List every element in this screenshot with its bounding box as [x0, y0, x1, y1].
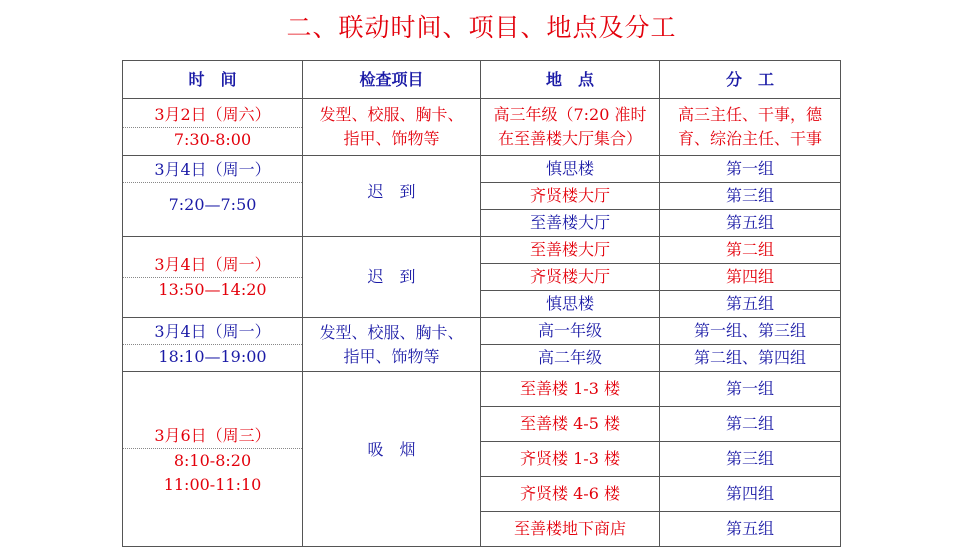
duty-cell: 第二组: [660, 237, 841, 264]
page-title: 二、联动时间、项目、地点及分工: [286, 13, 677, 42]
duty-cell: 第三组: [660, 442, 841, 477]
header-time: 时 间: [123, 61, 303, 99]
location-cell: 至善楼地下商店: [481, 512, 660, 547]
location-cell: 齐贤楼大厅: [481, 183, 660, 210]
duty-cell: 第一组: [660, 156, 841, 183]
duty-text: 高三主任、干事，德: [677, 105, 822, 124]
item-text: 迟 到: [367, 182, 416, 201]
location-cell: 至善楼大厅: [481, 210, 660, 237]
item-text: 指甲、饰物等: [343, 129, 440, 148]
location-cell: 齐贤楼 4-6 楼: [481, 477, 660, 512]
date-text: 3月6日（周三）: [123, 424, 302, 449]
duty-cell: 第四组: [660, 477, 841, 512]
duty-cell: 第三组: [660, 183, 841, 210]
location-cell: [481, 99, 660, 156]
item-cell: [303, 99, 481, 156]
table-row: [123, 372, 841, 407]
schedule-table: [122, 60, 841, 547]
duty-cell: 第二组: [660, 407, 841, 442]
location-cell: 至善楼 4-5 楼: [481, 407, 660, 442]
table-row: [123, 156, 841, 183]
time-text: 7:30-8:00: [173, 129, 252, 149]
item-text: 发型、校服、胸卡、: [319, 105, 464, 124]
location-cell: 慎思楼: [481, 291, 660, 318]
item-text: 发型、校服、胸卡、: [319, 322, 464, 342]
location-cell: 齐贤楼大厅: [481, 264, 660, 291]
header-location: 地 点: [481, 61, 660, 99]
duty-cell: 第二组、第四组: [660, 345, 841, 372]
table-header-row: [123, 61, 841, 99]
location-cell: 至善楼大厅: [481, 237, 660, 264]
date-text: 3月4日（周一）: [123, 320, 302, 345]
date-text: 3月2日（周六）: [123, 103, 302, 128]
header-duty: 分 工: [660, 61, 841, 99]
item-cell: [303, 318, 481, 372]
time-cell: [123, 237, 303, 318]
location-cell: 至善楼 1-3 楼: [481, 372, 660, 407]
duty-cell: 第五组: [660, 291, 841, 318]
item-text: 迟 到: [367, 267, 416, 286]
table-row: [123, 318, 841, 345]
time-text: 13:50—14:20: [158, 279, 267, 299]
location-text: 在至善楼大厅集合）: [497, 129, 642, 148]
location-text: 高三年级（7:20 准时: [493, 105, 647, 124]
location-cell: 高一年级: [481, 318, 660, 345]
time-text: 11:00-11:10: [163, 475, 262, 494]
time-cell: [123, 99, 303, 156]
date-text: 3月4日（周一）: [123, 158, 302, 183]
header-item: 检查项目: [303, 61, 481, 99]
item-text: 吸 烟: [367, 440, 416, 459]
table-row: [123, 237, 841, 264]
time-cell: [123, 372, 303, 547]
location-cell: 高二年级: [481, 345, 660, 372]
duty-cell: 第五组: [660, 512, 841, 547]
item-cell: [303, 156, 481, 237]
item-cell: [303, 372, 481, 547]
time-text: 18:10—19:00: [158, 347, 267, 366]
duty-cell: 第一组、第三组: [660, 318, 841, 345]
table-row: [123, 99, 841, 156]
item-text: 指甲、饰物等: [343, 346, 440, 366]
time-text: 7:20—7:50: [168, 195, 257, 214]
duty-cell: 第四组: [660, 264, 841, 291]
date-text: 3月4日（周一）: [123, 253, 302, 278]
time-text: 8:10-8:20: [173, 451, 252, 470]
duty-text: 育、综治主任、干事: [677, 129, 822, 148]
item-cell: [303, 237, 481, 318]
duty-cell: 第一组: [660, 372, 841, 407]
time-cell: [123, 318, 303, 372]
time-cell: [123, 156, 303, 237]
location-cell: 齐贤楼 1-3 楼: [481, 442, 660, 477]
duty-cell: 第五组: [660, 210, 841, 237]
duty-cell: [660, 99, 841, 156]
location-cell: 慎思楼: [481, 156, 660, 183]
